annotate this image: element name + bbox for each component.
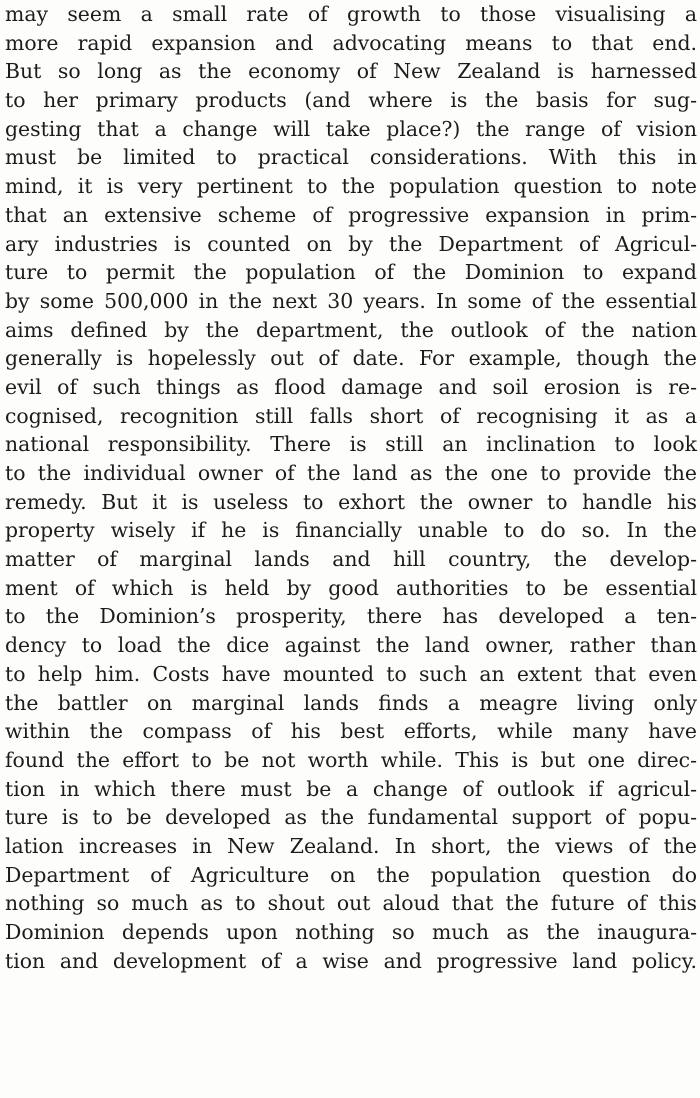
text-line: cognised, recognition still falls short of recognising it as a bbox=[5, 403, 697, 428]
text-line: ture is to be developed as the fundamental support of popu- bbox=[5, 805, 697, 830]
text-line: evil of such things as flood damage and soil erosion is re- bbox=[5, 374, 697, 399]
text-line: to help him. Costs have mounted to such an extent that even bbox=[5, 661, 697, 686]
text-line: aims defined by the department, the outlook of the nation bbox=[5, 317, 697, 342]
text-line: ture to permit the population of the Dominion to expand bbox=[5, 260, 697, 285]
text-line: the battler on marginal lands finds a meagre living only bbox=[5, 690, 697, 715]
text-line: gesting that a change will take place?) the range of vision bbox=[5, 116, 697, 141]
text-line: that an extensive scheme of progressive expansion in prim- bbox=[5, 202, 697, 227]
text-line: by some 500,000 in the next 30 years. In some of the essential bbox=[5, 288, 697, 313]
text-line: Department of Agriculture on the population question do bbox=[5, 862, 697, 887]
text-line: ment of which is held by good authorities to be essential bbox=[5, 575, 697, 600]
text-line: ary industries is counted on by the Department of Agricul- bbox=[5, 231, 697, 256]
text-line: to the individual owner of the land as the one to provide the bbox=[5, 461, 697, 485]
text-line: found the effort to be not worth while. This is but one direc- bbox=[5, 747, 697, 772]
text-line: But so long as the economy of New Zealand is harnessed bbox=[5, 59, 697, 84]
text-line: within the compass of his best efforts, while many have bbox=[5, 719, 697, 744]
text-line: Dominion depends upon nothing so much as the inaugura- bbox=[5, 920, 697, 944]
text-line: matter of marginal lands and hill country, the develop- bbox=[5, 547, 697, 572]
text-line: lation increases in New Zealand. In short, the views of the bbox=[5, 833, 697, 858]
text-line: tion in which there must be a change of outlook if agricul- bbox=[5, 776, 697, 801]
text-line: may seem a small rate of growth to those visualising a bbox=[5, 2, 697, 26]
text-line: mind, it is very pertinent to the population question to note bbox=[5, 174, 697, 199]
body-paragraph bbox=[5, 0, 697, 975]
text-line: generally is hopelessly out of date. For example, though the bbox=[5, 346, 697, 371]
text-line: nothing so much as to shout out aloud that the future of this bbox=[5, 891, 697, 916]
text-line: to the Dominion’s prosperity, there has developed a ten- bbox=[5, 604, 697, 629]
text-line: property wisely if he is financially unable to do so. In the bbox=[5, 518, 697, 543]
text-line: tion and development of a wise and progressive land policy. bbox=[5, 948, 697, 973]
text-line: national responsibility. There is still an inclination to look bbox=[5, 432, 697, 457]
text-line: remedy. But it is useless to exhort the owner to handle his bbox=[5, 489, 697, 514]
text-line: to her primary products (and where is the basis for sug- bbox=[5, 88, 697, 113]
text-line: dency to load the dice against the land owner, rather than bbox=[5, 633, 697, 658]
text-line: more rapid expansion and advocating means to that end. bbox=[5, 30, 697, 55]
text-line: must be limited to practical considerations. With this in bbox=[5, 145, 697, 170]
